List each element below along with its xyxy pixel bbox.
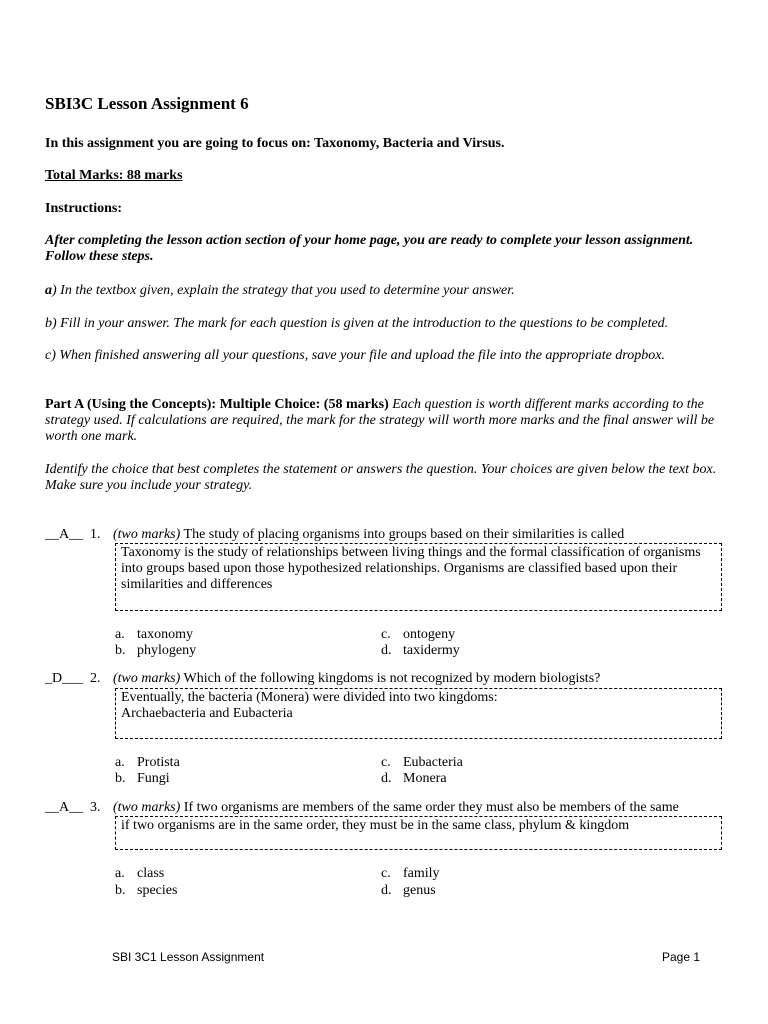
option-letter: c. <box>381 866 391 881</box>
identify-instruction: Identify the choice that best completes the statement or answers the question. Your choices are given below the text box. Make sure you include your strategy. <box>45 462 717 493</box>
option-letter: b. <box>115 771 126 786</box>
option-letter: b. <box>115 883 126 898</box>
question-number: 1. <box>90 527 101 542</box>
page-title: SBI3C Lesson Assignment 6 <box>45 94 249 113</box>
question-1 <box>45 527 725 543</box>
option-text: genus <box>403 883 436 898</box>
option-b <box>115 643 196 659</box>
question-text <box>113 800 723 816</box>
option-letter: c. <box>381 755 391 770</box>
option-d <box>381 883 436 899</box>
option-letter: d. <box>381 883 392 898</box>
question-stem: Which of the following kingdoms is not recognized by modern biologists? <box>180 671 601 686</box>
answer-blank[interactable]: _D___ <box>45 671 84 686</box>
option-text: family <box>403 866 440 881</box>
step-a <box>45 283 725 299</box>
step-a-text: ) In the textbox given, explain the strategy that you used to determine your answer. <box>52 283 515 298</box>
option-a <box>115 627 193 643</box>
option-letter: d. <box>381 643 392 658</box>
option-c <box>381 627 455 643</box>
strategy-textbox[interactable] <box>115 688 722 739</box>
option-text: Monera <box>403 771 447 786</box>
option-text: ontogeny <box>403 627 456 642</box>
strategy-textbox[interactable]: Taxonomy is the study of relationships between living things and the formal classification of organisms into groups based upon those hypothesized relationships. Organisms are classified based upon their similarities and differences <box>115 543 722 611</box>
option-text: Protista <box>137 755 180 770</box>
option-d <box>381 771 447 787</box>
part-a-heading: Part A (Using the Concepts): Multiple Choice: (58 marks) <box>45 397 393 412</box>
step-a-label: a <box>45 283 52 298</box>
option-letter: a. <box>115 866 125 881</box>
option-d <box>381 643 460 659</box>
option-c <box>381 755 463 771</box>
total-marks: Total Marks: 88 marks <box>45 168 183 183</box>
question-stem: If two organisms are members of the same order they must also be members of the same <box>180 800 679 815</box>
strategy-line: Eventually, the bacteria (Monera) were divided into two kingdoms: <box>121 690 498 705</box>
option-letter: d. <box>381 771 392 786</box>
option-text: taxonomy <box>137 627 193 642</box>
strategy-textbox[interactable]: if two organisms are in the same order, they must be in the same class, phylum & kingdom <box>115 816 722 850</box>
option-text: Fungi <box>137 771 170 786</box>
question-2 <box>45 671 725 687</box>
option-b <box>115 883 177 899</box>
option-text: class <box>137 866 165 881</box>
instructions-intro: After completing the lesson action section of your home page, you are ready to complete your lesson assignment. Follow these steps. <box>45 233 694 264</box>
answer-blank[interactable]: __A__ <box>45 527 84 542</box>
option-a <box>115 755 180 771</box>
option-letter: a. <box>115 627 125 642</box>
question-number: 2. <box>90 671 101 686</box>
option-text: species <box>137 883 178 898</box>
option-c <box>381 866 440 882</box>
question-marks: (two marks) <box>113 527 181 542</box>
step-b: b) Fill in your answer. The mark for each question is given at the introduction to the questions to be completed. <box>45 316 669 331</box>
option-text: taxidermy <box>403 643 460 658</box>
step-c: c) When finished answering all your questions, save your file and upload the file into the appropriate dropbox. <box>45 348 665 363</box>
question-marks: (two marks) <box>113 800 181 815</box>
part-a-intro <box>45 397 725 445</box>
option-text: phylogeny <box>137 643 197 658</box>
option-b <box>115 771 170 787</box>
answer-blank[interactable]: __A__ <box>45 800 84 815</box>
option-text: Eubacteria <box>403 755 463 770</box>
part-a-description: Each question is worth different marks according to the strategy used. If calculations are required, the mark for the strategy will worth more marks and the final answer will be worth one mark. <box>45 397 715 444</box>
question-number: 3. <box>90 800 101 815</box>
strategy-line: Archaebacteria and Eubacteria <box>121 706 293 721</box>
option-letter: a. <box>115 755 125 770</box>
question-marks: (two marks) <box>113 671 181 686</box>
question-text <box>113 527 723 543</box>
focus-statement: In this assignment you are going to focus on: Taxonomy, Bacteria and Virsus. <box>45 136 505 151</box>
option-letter: b. <box>115 643 126 658</box>
option-letter: c. <box>381 627 391 642</box>
question-3 <box>45 800 725 816</box>
footer-page-number: Page 1 <box>662 950 701 964</box>
instructions-heading: Instructions: <box>45 201 123 216</box>
footer-title: SBI 3C1 Lesson Assignment <box>112 950 265 964</box>
question-text <box>113 671 723 687</box>
question-stem: The study of placing organisms into groups based on their similarities is called <box>180 527 625 542</box>
option-a <box>115 866 164 882</box>
